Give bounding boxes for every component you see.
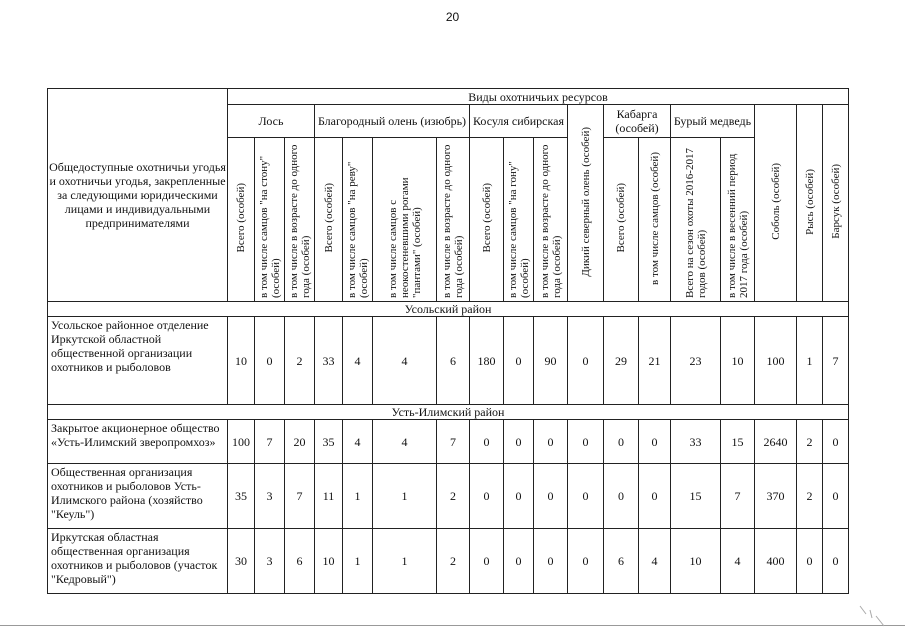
cell: 90 xyxy=(534,317,568,405)
cell: 1 xyxy=(373,529,437,594)
cell: 0 xyxy=(534,420,568,464)
cell: 6 xyxy=(437,317,470,405)
cell: 0 xyxy=(534,464,568,529)
header-col-9: в том числе самцов "на гону" (особей) xyxy=(504,138,534,302)
cell: 0 xyxy=(568,464,604,529)
cell: 10 xyxy=(228,317,255,405)
header-col-1: Всего (особей) xyxy=(228,138,255,302)
header-col-15: в том числе в весенний период 2017 года (особей) xyxy=(721,138,755,302)
header-col-17: Рысь (особей) xyxy=(797,105,823,302)
cell: 33 xyxy=(315,317,343,405)
header-organizations: Общедоступные охотничьи угодья и охотничьи угодья, закрепленные за следующими юридическими лицами и индивидуальными предпринимателями xyxy=(48,89,228,302)
cell: 0 xyxy=(568,317,604,405)
cell: 10 xyxy=(315,529,343,594)
cell: 7 xyxy=(437,420,470,464)
district-name: Усть-Илимский район xyxy=(48,405,849,420)
cell: 4 xyxy=(639,529,671,594)
header-col-10: в том числе в возрасте до одного года (особей) xyxy=(534,138,568,302)
header-col-5: в том числе самцов "на реву" (особей) xyxy=(343,138,373,302)
cell: 100 xyxy=(228,420,255,464)
cell: 11 xyxy=(315,464,343,529)
header-col-4: Всего (особей) xyxy=(315,138,343,302)
header-col-14: Всего на сезон охоты 2016-2017 годов (особей) xyxy=(671,138,721,302)
header-kosulya: Косуля сибирская xyxy=(470,105,568,138)
header-col-11: Дикий северный олень (особей) xyxy=(568,105,604,302)
header-col-3: в том числе в возрасте до одного года (особей) xyxy=(285,138,315,302)
header-col-2: в том числе самцов "на стону" (особей) xyxy=(255,138,285,302)
header-olen: Благородный олень (изюбрь) xyxy=(315,105,470,138)
cell: 0 xyxy=(823,420,849,464)
cell: 30 xyxy=(228,529,255,594)
cell: 0 xyxy=(797,529,823,594)
cell: 6 xyxy=(285,529,315,594)
cell: 370 xyxy=(755,464,797,529)
cell: 4 xyxy=(721,529,755,594)
cell: 180 xyxy=(470,317,504,405)
cell: 4 xyxy=(343,420,373,464)
pen-mark-icon xyxy=(858,604,888,628)
cell: 400 xyxy=(755,529,797,594)
cell: 3 xyxy=(255,529,285,594)
org-name: Усольское районное отделение Иркутской областной общественной организации охотников и рыболовов xyxy=(48,317,228,405)
cell: 20 xyxy=(285,420,315,464)
cell: 0 xyxy=(568,420,604,464)
cell: 2 xyxy=(437,529,470,594)
cell: 7 xyxy=(721,464,755,529)
cell: 0 xyxy=(568,529,604,594)
cell: 0 xyxy=(470,529,504,594)
cell: 6 xyxy=(604,529,639,594)
cell: 0 xyxy=(470,420,504,464)
header-col-18: Барсук (особей) xyxy=(823,105,849,302)
cell: 21 xyxy=(639,317,671,405)
cell: 0 xyxy=(823,529,849,594)
table-row xyxy=(48,529,849,594)
table-row xyxy=(48,317,849,405)
district-row xyxy=(48,405,849,420)
cell: 100 xyxy=(755,317,797,405)
cell: 1 xyxy=(343,464,373,529)
cell: 15 xyxy=(721,420,755,464)
cell: 2 xyxy=(797,464,823,529)
org-name: Общественная организация охотников и рыболовов Усть-Илимского района (хозяйство "Кеуль") xyxy=(48,464,228,529)
org-name: Закрытое акционерное общество «Усть-Илимский зверопромхоз» xyxy=(48,420,228,464)
header-kabarga: Кабарга (особей) xyxy=(604,105,671,138)
header-col-16: Соболь (особей) xyxy=(755,105,797,302)
header-medved: Бурый медведь xyxy=(671,105,755,138)
header-los: Лось xyxy=(228,105,315,138)
district-row xyxy=(48,302,849,317)
cell: 1 xyxy=(373,464,437,529)
cell: 0 xyxy=(504,317,534,405)
cell: 1 xyxy=(343,529,373,594)
cell: 0 xyxy=(255,317,285,405)
cell: 0 xyxy=(504,529,534,594)
cell: 4 xyxy=(373,420,437,464)
cell: 35 xyxy=(315,420,343,464)
cell: 35 xyxy=(228,464,255,529)
page-number: 20 xyxy=(445,10,460,24)
page-bottom-edge xyxy=(0,625,905,626)
header-group-title: Виды охотничьих ресурсов xyxy=(228,89,849,105)
cell: 10 xyxy=(671,529,721,594)
cell: 2 xyxy=(437,464,470,529)
cell: 0 xyxy=(504,464,534,529)
cell: 4 xyxy=(373,317,437,405)
cell: 2640 xyxy=(755,420,797,464)
table-row xyxy=(48,464,849,529)
cell: 2 xyxy=(797,420,823,464)
cell: 10 xyxy=(721,317,755,405)
cell: 29 xyxy=(604,317,639,405)
cell: 0 xyxy=(604,420,639,464)
header-col-6: в том числе самцов с неокостеневшими рогами "пантами" (особей) xyxy=(373,138,437,302)
cell: 0 xyxy=(470,464,504,529)
cell: 3 xyxy=(255,464,285,529)
header-col-12: Всего (особей) xyxy=(604,138,639,302)
cell: 7 xyxy=(823,317,849,405)
table-row xyxy=(48,420,849,464)
cell: 0 xyxy=(639,420,671,464)
header-col-13: в том числе самцов (особей) xyxy=(639,138,671,302)
cell: 23 xyxy=(671,317,721,405)
cell: 2 xyxy=(285,317,315,405)
header-col-7: в том числе в возрасте до одного года (особей) xyxy=(437,138,470,302)
cell: 0 xyxy=(604,464,639,529)
cell: 0 xyxy=(534,529,568,594)
org-name: Иркутская областная общественная организация охотников и рыболовов (участок "Кедровый") xyxy=(48,529,228,594)
cell: 15 xyxy=(671,464,721,529)
cell: 0 xyxy=(639,464,671,529)
district-name: Усольский район xyxy=(48,302,849,317)
cell: 33 xyxy=(671,420,721,464)
cell: 0 xyxy=(823,464,849,529)
cell: 0 xyxy=(504,420,534,464)
cell: 1 xyxy=(797,317,823,405)
cell: 4 xyxy=(343,317,373,405)
header-col-8: Всего (особей) xyxy=(470,138,504,302)
cell: 7 xyxy=(255,420,285,464)
cell: 7 xyxy=(285,464,315,529)
hunting-resources-table xyxy=(47,88,849,594)
